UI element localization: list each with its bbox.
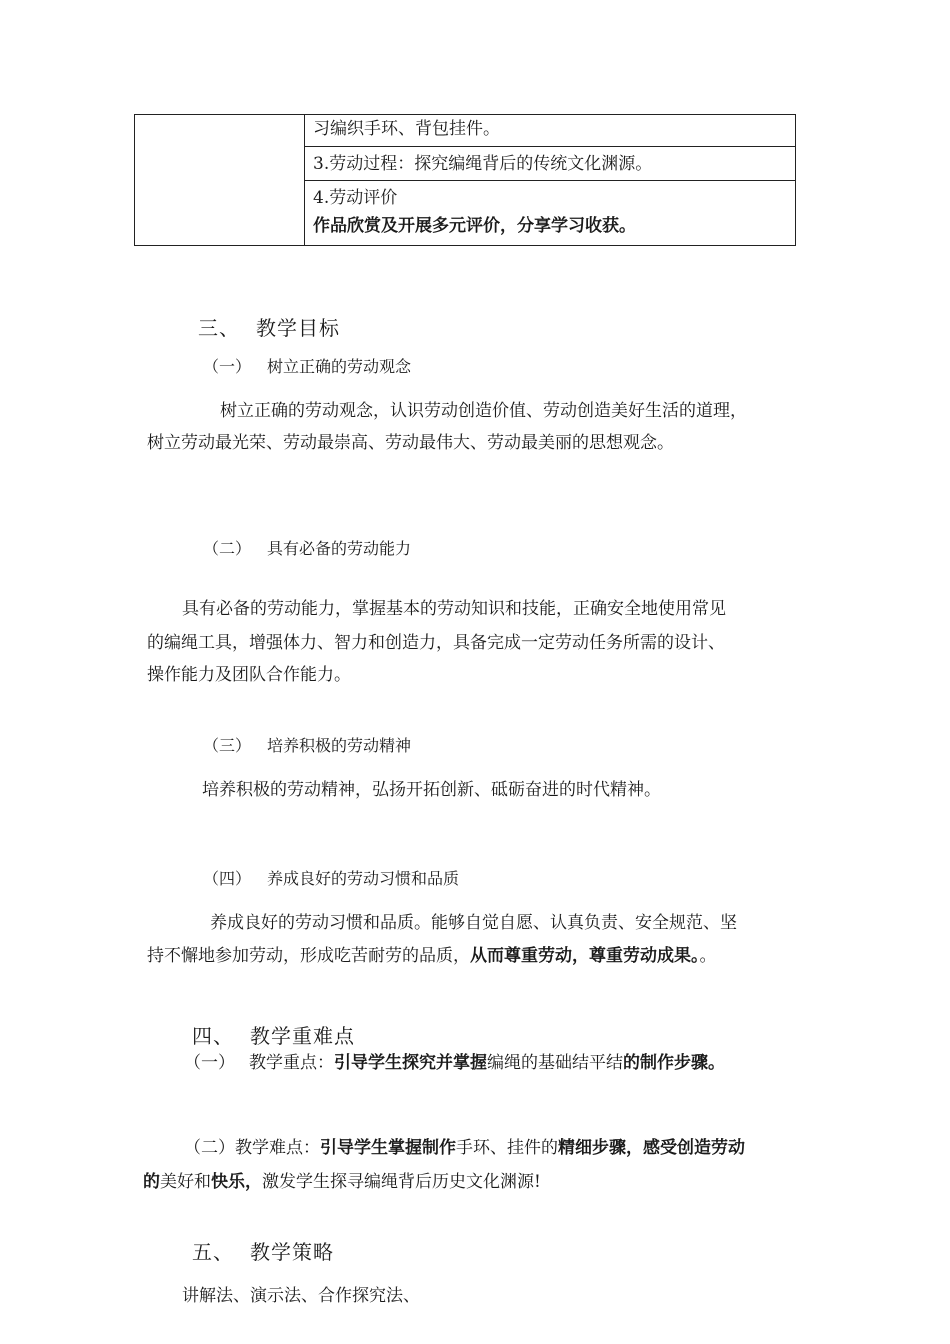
subsection-heading [203, 536, 411, 559]
subsection-title: 树立正确的劳动观念 [267, 357, 412, 376]
row-label: 劳动评价 [329, 188, 398, 208]
row-text: 探究编绳背后的传统文化渊源。 [414, 154, 653, 174]
section-title: 教学策略 [250, 1240, 334, 1264]
subsection-title: 具有必备的劳动能力 [267, 539, 412, 558]
section-heading [192, 1236, 334, 1265]
activity-table [134, 114, 796, 246]
text-run: 激发学生探寻编绳背后历史文化渊源! [262, 1172, 541, 1192]
text-run: 手环、挂件的 [456, 1138, 558, 1158]
section-number: 三、 [198, 316, 240, 340]
subsection-heading [203, 354, 411, 377]
bold-text-run: 引导学生掌握制作 [320, 1138, 456, 1158]
subsection-number: （二） [203, 539, 252, 558]
subsection-number: （一） [203, 357, 252, 376]
text-run: （二）教学难点： [184, 1138, 320, 1158]
subsection-heading [203, 866, 459, 889]
text-run: 教学重点： [249, 1053, 334, 1073]
paragraph-line: 的编绳工具，增强体力、智力和创造力，具备完成一定劳动任务所需的设计、 [147, 633, 725, 653]
section-heading [198, 312, 340, 341]
bold-text-run: 精细步骤，感受创造劳动 [558, 1138, 745, 1158]
paragraph-line: 树立劳动最光荣、劳动最崇高、劳动最伟大、劳动最美丽的思想观念。 [147, 433, 674, 453]
bold-text-run: 快乐， [211, 1172, 262, 1192]
bold-text-run: 的 [143, 1172, 160, 1192]
table-row [305, 147, 795, 181]
row-number: 3. [313, 154, 330, 174]
text-run: 。 [699, 946, 717, 966]
table-row [305, 115, 795, 147]
bold-text-run: 从而尊重劳动，尊重劳动成果。 [470, 946, 700, 966]
subsection-heading [203, 733, 411, 756]
paragraph-line: 树立正确的劳动观念，认识劳动创造价值、劳动创造美好生活的道理， [220, 401, 747, 421]
section-heading [192, 1020, 355, 1049]
subsection-number: （四） [203, 869, 252, 888]
paragraph-line: 操作能力及团队合作能力。 [147, 665, 351, 685]
paragraph-line: 具有必备的劳动能力，掌握基本的劳动知识和技能，正确安全地使用常见 [182, 599, 726, 619]
table-left-cell [135, 115, 305, 245]
paragraph-line [147, 941, 717, 966]
table-row [305, 181, 795, 245]
bold-text-run: 的制作步骤。 [623, 1053, 725, 1073]
subsection-number: （一） [184, 1053, 235, 1073]
row-label: 劳动过程： [329, 154, 415, 174]
row-number: 4. [313, 188, 330, 208]
row-text: 习编织手环、背包挂件。 [313, 119, 500, 139]
text-run: 编绳的基础结平结 [487, 1053, 623, 1073]
paragraph-line [184, 1133, 745, 1158]
text-run: 美好和 [160, 1172, 211, 1192]
section-number: 四、 [192, 1024, 234, 1048]
paragraph-line: 培养积极的劳动精神，弘扬开拓创新、砥砺奋进的时代精神。 [202, 780, 661, 800]
subsection-number: （三） [203, 736, 252, 755]
subsection-title: 培养积极的劳动精神 [267, 736, 412, 755]
paragraph-line [143, 1167, 541, 1192]
paragraph-line: 养成良好的劳动习惯和品质。能够自觉自愿、认真负责、安全规范、坚 [210, 913, 737, 933]
paragraph-line [184, 1048, 725, 1073]
subsection-title: 养成良好的劳动习惯和品质 [267, 869, 460, 888]
section-title: 教学目标 [256, 316, 340, 340]
section-title: 教学重难点 [250, 1024, 355, 1048]
section-number: 五、 [192, 1240, 234, 1264]
bold-text-run: 引导学生探究并掌握 [334, 1053, 487, 1073]
row-text: 作品欣赏及开展多元评价，分享学习收获。 [313, 216, 636, 236]
text-run: 持不懈地参加劳动，形成吃苦耐劳的品质， [147, 946, 470, 966]
paragraph-line: 讲解法、演示法、合作探究法、 [182, 1286, 420, 1306]
